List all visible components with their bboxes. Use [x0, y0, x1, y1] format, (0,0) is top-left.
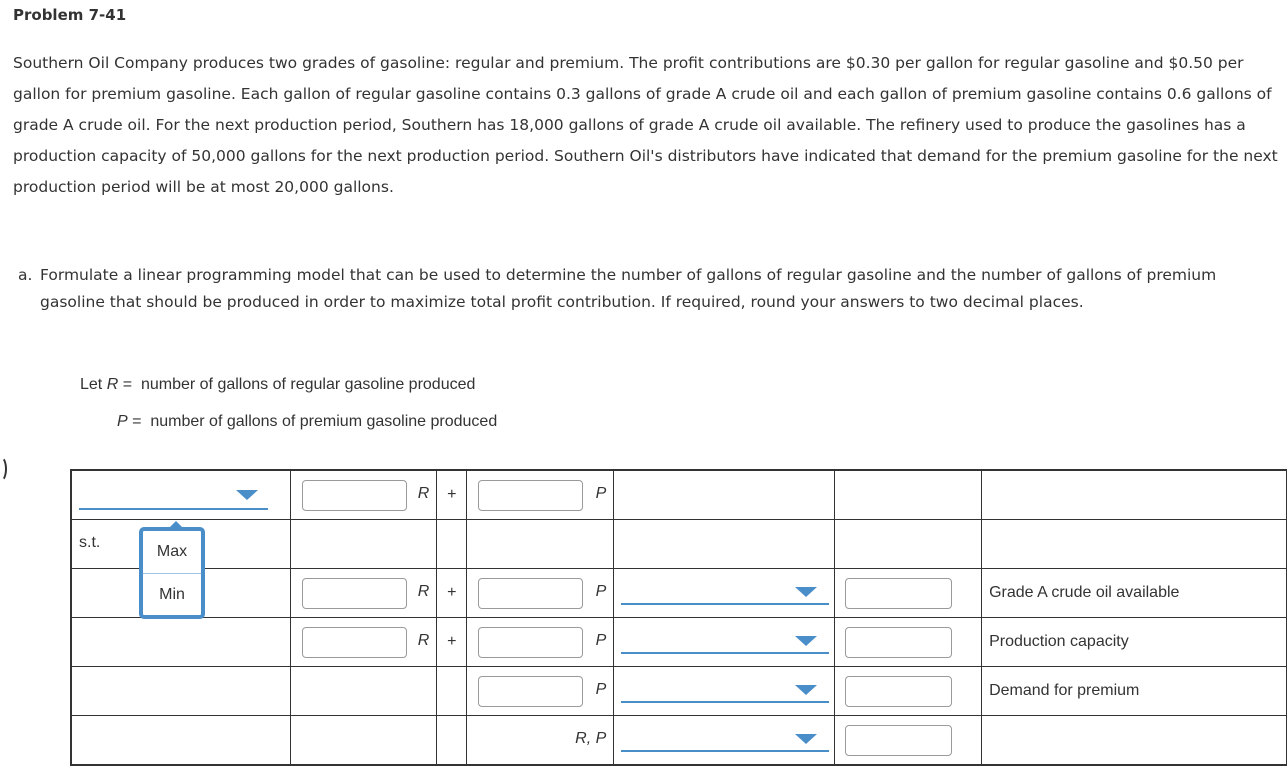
question-label: a.: [18, 266, 33, 284]
let-label: Let: [80, 376, 103, 393]
problem-title: Problem 7-41: [13, 6, 127, 24]
constraint-row-2: [71, 618, 1287, 667]
menu-option-max[interactable]: Max: [143, 531, 201, 574]
st-row: [71, 520, 1287, 569]
r-description: number of gallons of regular gasoline produced: [140, 376, 476, 393]
p-description: number of gallons of premium gasoline produced: [150, 413, 498, 430]
capacity-p-coefficient-input[interactable]: [478, 627, 583, 658]
constraint-label: Demand for premium: [989, 682, 1140, 699]
variable-r: R: [106, 376, 119, 393]
var-p-label: P: [595, 485, 607, 502]
question-text: Formulate a linear programming model that can be used to determine the number of gallons of regular gasoline and the number of gallons of premium gasoline that should be produced in order to maximize total profit contribution. If required, round your answers to two decimal places.: [40, 266, 1217, 311]
variable-p: P: [117, 413, 128, 430]
var-p-label: P: [595, 681, 607, 698]
chevron-down-icon: [795, 685, 817, 695]
nonneg-relation-dropdown[interactable]: [621, 724, 829, 752]
demand-rhs-input[interactable]: [845, 676, 952, 707]
objective-cell: [71, 470, 291, 520]
chevron-down-icon: [795, 636, 817, 646]
menu-caret-icon: [169, 521, 183, 528]
nonneg-rhs-input[interactable]: [845, 725, 952, 756]
equals-sign: =: [132, 413, 142, 430]
constraint-label: Production capacity: [989, 633, 1129, 650]
constraint-row-1: [71, 569, 1287, 618]
var-p-label: P: [595, 583, 607, 600]
constraint-row-3: [71, 667, 1287, 716]
capacity-rhs-input[interactable]: [845, 627, 952, 658]
objective-dropdown[interactable]: [79, 482, 268, 510]
demand-p-coefficient-input[interactable]: [478, 676, 583, 707]
lp-model-table: [70, 469, 1287, 766]
definition-p: [117, 413, 497, 431]
var-p-label: P: [595, 632, 607, 649]
objective-row: [71, 470, 1287, 520]
plus-sign: +: [447, 584, 457, 601]
question-a: [18, 262, 1273, 316]
nonnegativity-row: [71, 716, 1287, 766]
equals-sign: =: [122, 376, 133, 393]
edge-marker: [0, 456, 7, 482]
crude-rhs-input[interactable]: [845, 578, 952, 609]
var-r-label: R: [417, 632, 430, 649]
var-r-label: R: [417, 485, 430, 502]
chevron-down-icon: [795, 734, 817, 744]
chevron-down-icon: [236, 490, 258, 500]
menu-option-min[interactable]: Min: [159, 586, 185, 603]
objective-r-coefficient-input[interactable]: [302, 480, 407, 511]
objective-dropdown-menu: [139, 527, 205, 619]
st-label: s.t.: [79, 534, 101, 551]
crude-relation-dropdown[interactable]: [621, 577, 829, 605]
capacity-r-coefficient-input[interactable]: [302, 627, 407, 658]
var-r-label: R: [417, 583, 430, 600]
crude-p-coefficient-input[interactable]: [478, 578, 583, 609]
problem-statement: Southern Oil Company produces two grades of gasoline: regular and premium. The profit contributions are $0.30 per gallon for regular gasoline and $0.50 per gallon for premium gasoline. Each gallon of regular gasoline contains 0.3 gallons of grade A crude oil and each gallon of premium gasoline contains 0.6 gallons of grade A crude oil. For the next production period, Southern has 18,000 gallons of grade A crude oil available. The refinery used to produce the gasolines has a production capacity of 50,000 gallons for the next production period. Southern Oil's distributors have indicated that demand for the premium gasoline for the next production period will be at most 20,000 gallons.: [13, 54, 1278, 196]
demand-relation-dropdown[interactable]: [621, 675, 829, 703]
capacity-relation-dropdown[interactable]: [621, 626, 829, 654]
constraint-label: Grade A crude oil available: [989, 584, 1180, 601]
objective-p-coefficient-input[interactable]: [478, 480, 583, 511]
chevron-down-icon: [795, 587, 817, 597]
definition-r: [80, 376, 475, 394]
plus-sign: +: [447, 486, 457, 503]
crude-r-coefficient-input[interactable]: [302, 578, 407, 609]
plus-sign: +: [447, 633, 457, 650]
nonneg-vars-label: R, P: [575, 730, 607, 747]
